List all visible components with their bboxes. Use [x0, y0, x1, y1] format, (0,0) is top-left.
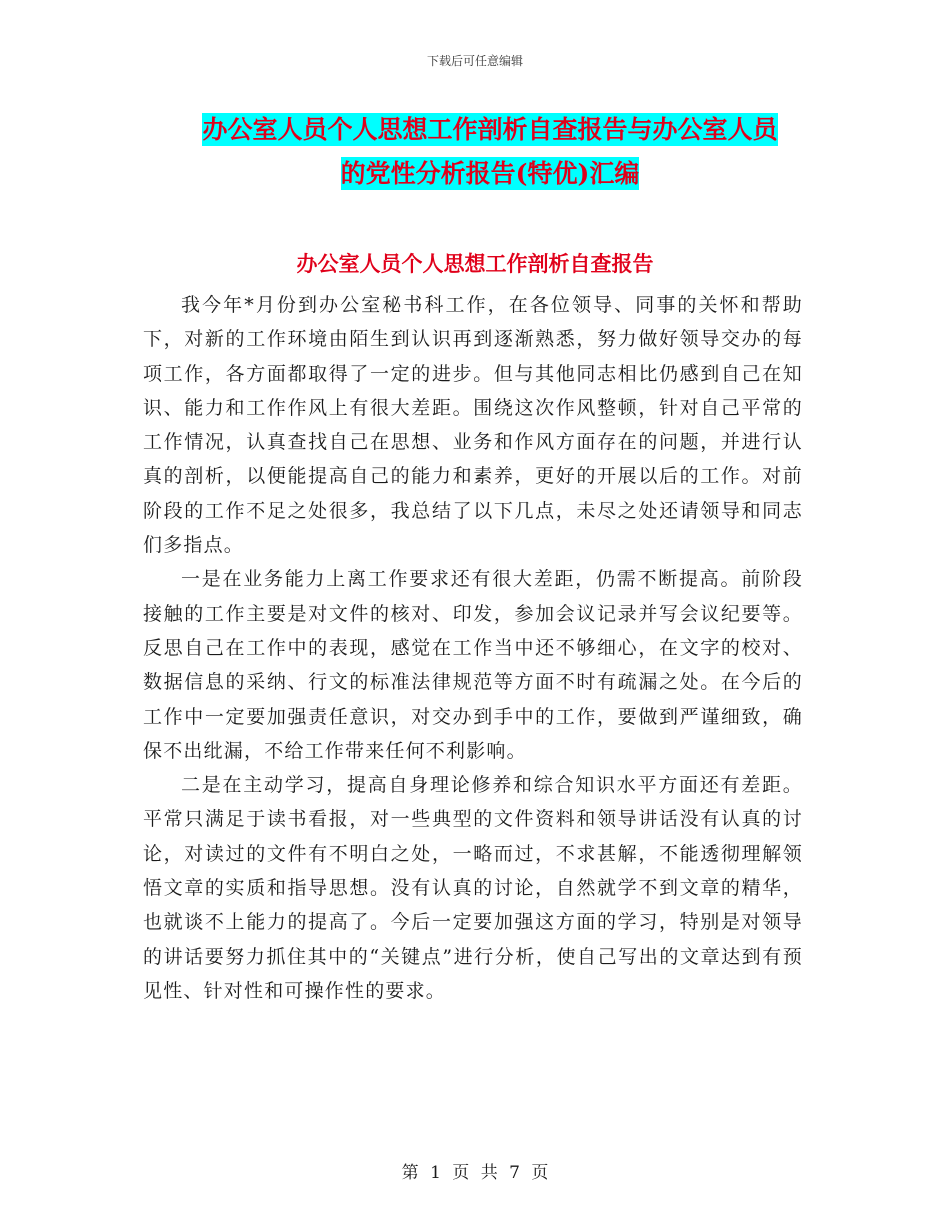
- header-note: 下载后可任意编辑: [426, 54, 523, 68]
- title-line-1: 办公室人员个人思想工作剖析自查报告与办公室人员: [202, 115, 778, 144]
- paragraph: 二是在主动学习，提高自身理论修养和综合知识水平方面还有差距。平常只满足于读书看报，对一些典型的文件资料和领导讲话没有认真的讨论，对读过的文件有不明白之处，一略而过，不求甚解，不能透彻理解领悟文章的实质和指导思想。没有认真的讨论，自然就学不到文章的精华，也就谈不上能力的提高了。今后一定要加强这方面的学习，特别是对领导的讲话要努力抓住其中的“关键点”进行分析，使自己写出的文章达到有预见性、针对性和可操作性的要求。: [143, 774, 803, 1002]
- paragraph: 我今年*月份到办公室秘书科工作，在各位领导、同事的关怀和帮助下，对新的工作环境由陌生到认识再到逐渐熟悉，努力做好领导交办的每项工作，各方面都取得了一定的进步。但与其他同志相比仍感到自己在知识、能力和工作作风上有很大差距。围绕这次作风整顿，针对自己平常的工作情况，认真查找自己在思想、业务和作风方面存在的问题，并进行认真的剖析，以便能提高自己的能力和素养，更好的开展以后的工作。对前阶段的工作不足之处很多，我总结了以下几点，未尽之处还请领导和同志们多指点。: [143, 294, 803, 557]
- title-line-2: 的党性分析报告(特优)汇编: [340, 159, 640, 188]
- document-title: [150, 108, 830, 196]
- body-text: [143, 288, 803, 1008]
- page-number-footer: 第 1 页 共 7 页: [401, 1163, 549, 1183]
- section-title: 办公室人员个人思想工作剖析自查报告: [296, 251, 654, 276]
- paragraph: 一是在业务能力上离工作要求还有很大差距，仍需不断提高。前阶段接触的工作主要是对文件的核对、印发，参加会议记录并写会议纪要等。反思自己在工作中的表现，感觉在工作当中还不够细心，在文字的校对、数据信息的采纳、行文的标准法律规范等方面不时有疏漏之处。在今后的工作中一定要加强责任意识，对交办到手中的工作，要做到严谨细致，确保不出纰漏，不给工作带来任何不利影响。: [143, 568, 803, 762]
